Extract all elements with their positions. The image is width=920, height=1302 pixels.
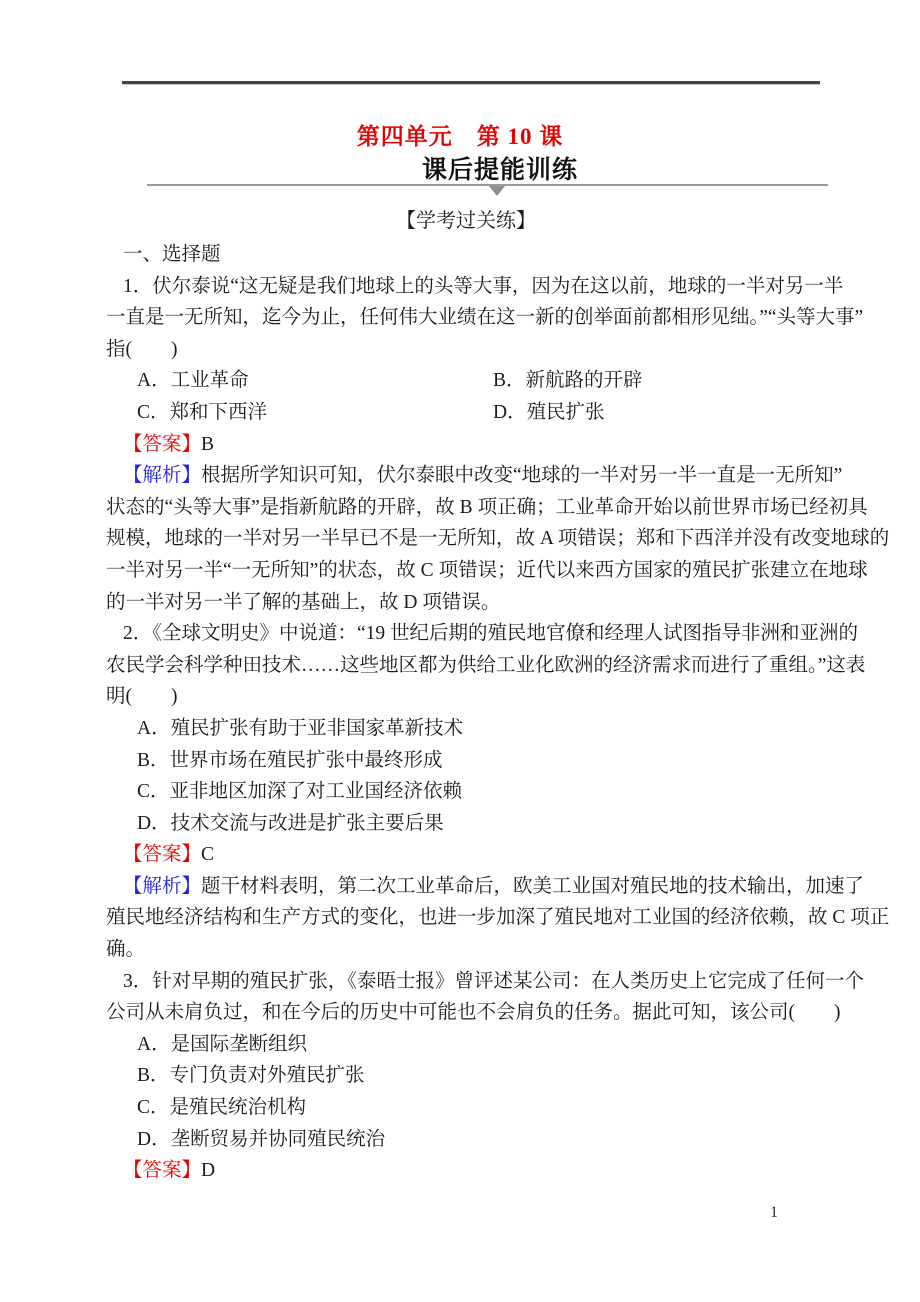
option-text-left: C．郑和下西洋 <box>137 401 268 423</box>
exercise-subtitle: 课后提能训练 <box>421 157 579 184</box>
paragraph-line <box>106 239 822 271</box>
paragraph-line <box>106 997 841 1029</box>
paragraph-text: 2．《全球文明史》中说道：“19 世纪后期的殖民地官僚和经理人试图指导非洲和亚洲的 <box>123 623 859 645</box>
answer-line <box>106 429 822 461</box>
paragraph-text: 一、选择题 <box>123 244 221 265</box>
option-line <box>106 808 822 840</box>
option-row <box>106 397 822 429</box>
option-row <box>106 365 822 397</box>
paragraph-line <box>106 902 890 934</box>
option-text: D．技术交流与改进是扩张主要后果 <box>137 812 444 834</box>
question-body <box>106 239 890 1187</box>
option-text: C．亚非地区加深了对工业国经济依赖 <box>137 781 463 803</box>
answer-line <box>106 839 822 871</box>
option-text-right: D．殖民扩张 <box>493 401 605 423</box>
answer-value: C <box>201 844 215 866</box>
paragraph-text: 确。 <box>106 939 146 961</box>
paragraph-line <box>106 966 865 998</box>
paragraph-text: 指( ) <box>106 338 178 360</box>
subtitle-rule <box>147 184 828 186</box>
paragraph-line <box>106 271 844 303</box>
paragraph-text: 的一半对另一半了解的基础上，故 D 项错误。 <box>106 591 501 613</box>
paragraph-text: 1．伏尔泰说“这无疑是我们地球上的头等大事，因为在这以前，地球的一半对另一半 <box>123 275 844 297</box>
option-text: C．是殖民统治机构 <box>137 1097 307 1119</box>
top-rule <box>122 81 820 85</box>
answer-label: 【答案】 <box>123 1160 202 1182</box>
option-line <box>106 1124 822 1156</box>
paragraph-text: 一直是一无所知，迄今为止，任何伟大业绩在这一新的创举面前都相形见绌。”“头等大事” <box>106 307 864 329</box>
paragraph-line <box>106 555 868 587</box>
triangle-down-icon <box>489 186 505 196</box>
unit-title: 第四单元 第 10 课 <box>356 124 564 149</box>
option-text: A．殖民扩张有助于亚非国家革新技术 <box>137 717 464 739</box>
option-line <box>106 745 822 777</box>
answer-label: 【答案】 <box>123 844 202 866</box>
option-line <box>106 1092 822 1124</box>
option-text: A．是国际垄断组织 <box>137 1033 308 1055</box>
paragraph-line <box>106 302 864 334</box>
answer-label: 【答案】 <box>123 433 202 455</box>
paragraph-text: 公司从未肩负过，和在今后的历史中可能也不会肩负的任务。据此可知，该公司( ) <box>106 1002 841 1024</box>
answer-line <box>106 1155 822 1187</box>
paragraph-line <box>106 492 868 524</box>
paragraph-text: 一半对另一半“一无所知”的状态，故 C 项错误；近代以来西方国家的殖民扩张建立在地球 <box>106 559 868 581</box>
paragraph-text: 3．针对早期的殖民扩张，《泰晤士报》曾评述某公司：在人类历史上它完成了任何一个 <box>123 970 865 992</box>
analysis-line <box>106 871 865 903</box>
paragraph-line <box>106 650 866 682</box>
paragraph-text: 明( ) <box>106 686 178 708</box>
paragraph-line <box>106 934 822 966</box>
option-text: D．垄断贸易并协同殖民统治 <box>137 1128 386 1150</box>
section-label: 【学考过关练】 <box>396 210 536 232</box>
paragraph-line <box>106 334 822 366</box>
analysis-text: 题干材料表明，第二次工业革命后，欧美工业国对殖民地的技术输出，加速了 <box>201 875 865 897</box>
analysis-label: 【解析】 <box>123 465 202 487</box>
option-text: B．世界市场在殖民扩张中最终形成 <box>137 749 443 771</box>
paragraph-text: 规模，地球的一半对另一半早已不是一无所知，故 A 项错误；郑和下西洋并没有改变地球的 <box>106 528 890 550</box>
paragraph-line <box>106 587 822 619</box>
analysis-text: 根据所学知识可知，伏尔泰眼中改变“地球的一半对另一半一直是一无所知” <box>201 465 843 487</box>
paragraph-line <box>106 618 859 650</box>
option-text: B．专门负责对外殖民扩张 <box>137 1065 365 1087</box>
option-text-left: A．工业革命 <box>137 370 249 392</box>
paragraph-text: 状态的“头等大事”是指新航路的开辟，故 B 项正确；工业革命开始以前世界市场已经初具 <box>106 496 868 518</box>
paragraph-text: 殖民地经济结构和生产方式的变化，也进一步加深了殖民地对工业国的经济依赖，故 C 项正 <box>106 907 890 929</box>
option-line <box>106 1029 822 1061</box>
paragraph-text: 农民学会科学种田技术……这些地区都为供给工业化欧洲的经济需求而进行了重组。”这表 <box>106 654 866 676</box>
analysis-line <box>106 460 843 492</box>
option-line <box>106 1060 822 1092</box>
paragraph-line <box>106 681 822 713</box>
option-line <box>106 776 822 808</box>
option-text-right: B．新航路的开辟 <box>493 370 643 392</box>
paragraph-line <box>106 523 890 555</box>
option-line <box>106 713 822 745</box>
page-number: 1 <box>770 1204 778 1221</box>
analysis-label: 【解析】 <box>123 875 202 897</box>
answer-value: B <box>201 433 215 455</box>
answer-value: D <box>201 1160 216 1182</box>
